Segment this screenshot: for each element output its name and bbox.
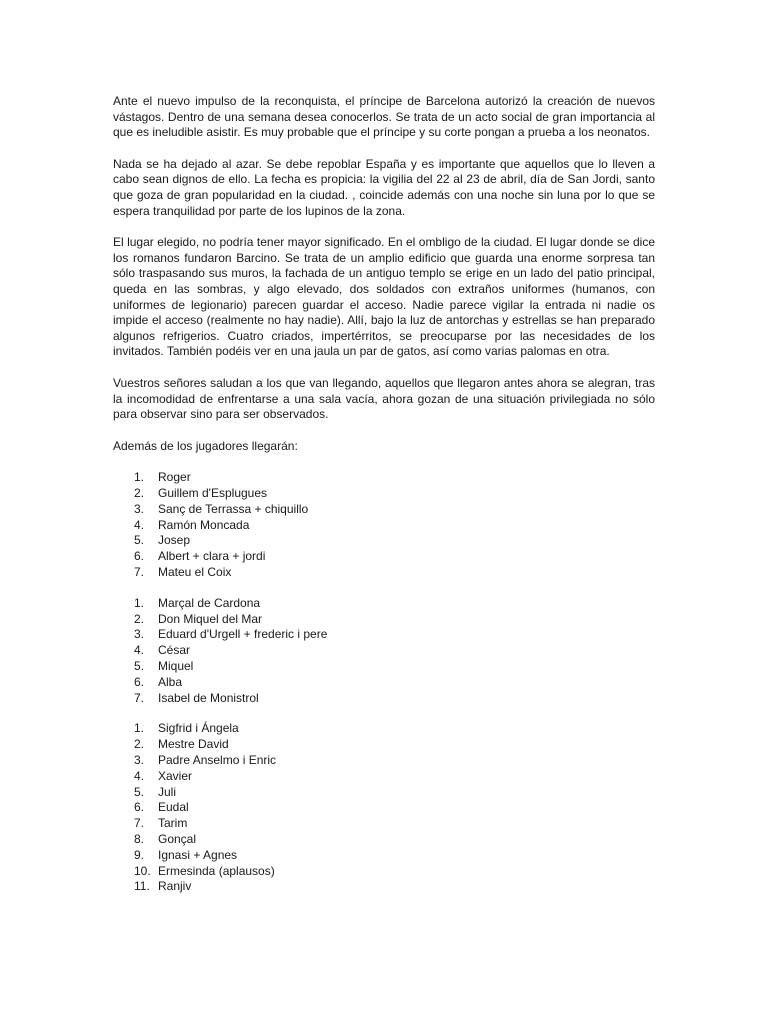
list-number: 5.: [134, 533, 145, 548]
guest-name: Xavier: [158, 768, 193, 783]
list-number: 1.: [134, 721, 145, 736]
list-number: 7.: [134, 816, 145, 831]
guest-name: Tarim: [158, 816, 188, 831]
guest-name: Albert + clara + jordi: [158, 549, 266, 564]
guest-name: Sanç de Terrassa + chiquillo: [158, 501, 309, 516]
list-number: 9.: [134, 847, 145, 862]
list-number: 7.: [134, 565, 145, 580]
guest-list-3: [113, 721, 655, 895]
guest-name: Guillem d'Esplugues: [158, 486, 268, 501]
guest-name: Mateu el Coix: [158, 565, 232, 580]
list-number: 5.: [134, 659, 145, 674]
guest-name: Gonçal: [158, 832, 197, 847]
list-item: [113, 533, 655, 549]
list-item: [113, 518, 655, 534]
list-number: 4.: [134, 517, 145, 532]
document-body: [113, 94, 655, 910]
guest-name: Roger: [158, 470, 191, 485]
guest-name: Ramón Moncada: [158, 517, 250, 532]
guest-name: Eudal: [158, 800, 189, 815]
list-item: [113, 816, 655, 832]
guest-name: Ranjiv: [158, 879, 192, 894]
list-item: [113, 596, 655, 612]
list-number: 11.: [134, 879, 150, 894]
guest-name: Alba: [158, 674, 183, 689]
list-item: [113, 691, 655, 707]
guest-name: Mestre David: [158, 737, 229, 752]
paragraph-intro: Ante el nuevo impulso de la reconquista, el príncipe de Barcelona autorizó la creación de nuevos vástagos. Dentro de una semana desea conocerlos. Se trata de un acto social de gran importancia al que es ineludible asistir. Es muy probable que el príncipe y su corte pongan a prueba a los neonatos.: [113, 94, 655, 140]
guest-list-1: [113, 470, 655, 581]
guest-name: Isabel de Monistrol: [158, 690, 259, 705]
guest-list-2: [113, 596, 655, 707]
list-item: [113, 769, 655, 785]
list-number: 1.: [134, 470, 145, 485]
list-item: [113, 659, 655, 675]
guest-name: Ermesinda (aplausos): [158, 863, 275, 878]
list-number: 1.: [134, 595, 145, 610]
list-item: [113, 612, 655, 628]
list-number: 7.: [134, 690, 145, 705]
list-number: 8.: [134, 832, 145, 847]
guest-name: Miquel: [158, 659, 194, 674]
list-item: [113, 627, 655, 643]
list-number: 3.: [134, 627, 145, 642]
guest-name: César: [158, 643, 191, 658]
list-number: 10.: [134, 863, 151, 878]
list-number: 4.: [134, 643, 145, 658]
list-item: [113, 785, 655, 801]
list-item: [113, 502, 655, 518]
guest-name: Padre Anselmo i Enric: [158, 753, 277, 768]
list-number: 2.: [134, 737, 145, 752]
list-item: [113, 549, 655, 565]
list-number: 5.: [134, 784, 145, 799]
list-item: [113, 486, 655, 502]
list-item: [113, 753, 655, 769]
list-number: 4.: [134, 768, 145, 783]
guest-name: Josep: [158, 533, 191, 548]
guest-name: Sigfrid i Ángela: [158, 721, 239, 736]
list-item: [113, 848, 655, 864]
paragraph-greeting: Vuestros señores saludan a los que van llegando, aquellos que llegaron antes ahora se alegran, tras la incomodidad de enfrentarse a una sala vacía, ahora gozan de una situación privilegiada no sólo para observar sino para ser observados.: [113, 375, 655, 422]
list-item: [113, 565, 655, 581]
list-number: 3.: [134, 501, 145, 516]
list-item: [113, 800, 655, 816]
list-number: 6.: [134, 800, 145, 815]
list-item: [113, 721, 655, 737]
list-item: [113, 879, 655, 895]
guest-name: Marçal de Cardona: [158, 595, 261, 610]
list-item: [113, 864, 655, 880]
list-item: [113, 832, 655, 848]
list-item: [113, 675, 655, 691]
list-number: 2.: [134, 611, 145, 626]
list-number: 3.: [134, 753, 145, 768]
guest-name: Juli: [158, 784, 177, 799]
guest-name: Ignasi + Agnes: [158, 847, 238, 862]
paragraph-location: El lugar elegido, no podría tener mayor significado. En el ombligo de la ciudad. El lugar donde se dice los romanos fundaron Barcino. Se trata de un amplio edificio que guarda una enorme sorpresa tan sólo traspasando sus muros, la fachada de un antiguo templo se erige en un lado del patio principal, queda en las sombras, y algo elevado, dos soldados con extraños uniformes (humanos, con uniformes de legionario) parecen guardar el acceso. Nadie parece vigilar la entrada ni nadie os impide el acceso (realmente no hay nadie). Allí, bajo la luz de antorchas y estrellas se han preparado algunos refrigerios. Cuatro criados, impertérritos, se preocuparse por las necesidades de los invitados. También podéis ver en una jaula un par de gatos, así como varias palomas en otra.: [113, 235, 655, 359]
list-number: 6.: [134, 549, 145, 564]
guest-name: Don Miquel del Mar: [158, 611, 263, 626]
list-item: [113, 470, 655, 486]
list-intro: Además de los jugadores llegarán:: [113, 438, 298, 453]
list-number: 2.: [134, 486, 145, 501]
guest-name: Eduard d'Urgell + frederic i pere: [158, 627, 328, 642]
list-item: [113, 737, 655, 753]
list-number: 6.: [134, 674, 145, 689]
list-item: [113, 643, 655, 659]
paragraph-date: Nada se ha dejado al azar. Se debe repoblar España y es importante que aquellos que lo lleven a cabo sean dignos de ello. La fecha es propicia: la vigilia del 22 al 23 de abril, día de San Jordi, santo que goza de gran popularidad en la ciudad. , coincide además con una noche sin luna por lo que se espera tranquilidad por parte de los lupinos de la zona.: [113, 156, 655, 218]
